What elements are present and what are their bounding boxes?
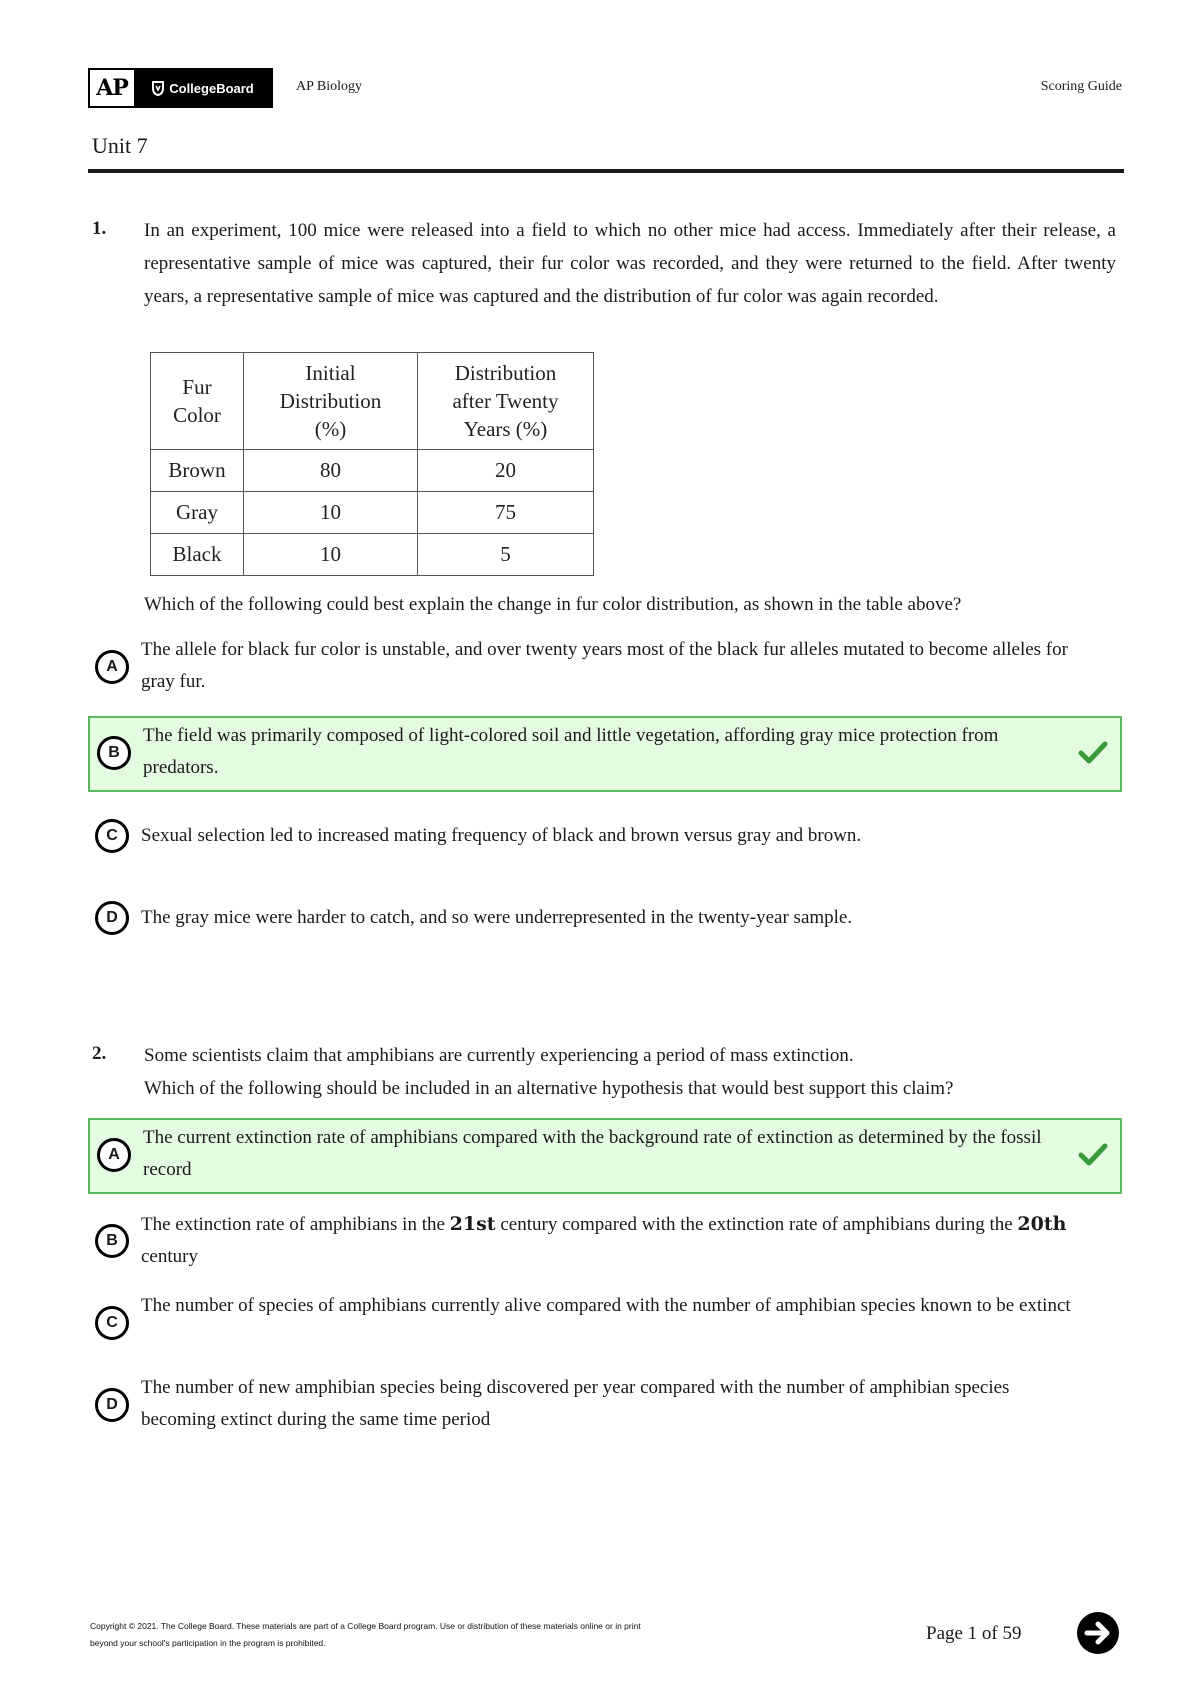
college-board-wordmark bbox=[134, 70, 271, 106]
choice-letter-badge: A bbox=[97, 1138, 131, 1172]
q2-choice-b[interactable] bbox=[88, 1204, 1122, 1276]
table-cell: 80 bbox=[244, 450, 418, 492]
table-header-row bbox=[151, 353, 594, 450]
ordinal-21st: 21st bbox=[449, 1213, 496, 1235]
copyright-notice: Copyright © 2021. The College Board. These materials are part of a College Board program. Use or distribution of these materials online or in print beyond your school's participation in the program is prohibited. bbox=[90, 1621, 641, 1648]
unit-title: Unit 7 bbox=[92, 133, 148, 158]
choice-text: The field was primarily composed of light-colored soil and little vegetation, affording gray mice protection from predators. bbox=[143, 725, 999, 778]
choice-letter-badge: B bbox=[95, 1224, 129, 1258]
q1-choice-d[interactable] bbox=[88, 898, 1122, 938]
table-cell: 20 bbox=[418, 450, 594, 492]
choice-letter-badge: D bbox=[95, 1388, 129, 1422]
question-2-number: 2. bbox=[92, 1043, 107, 1064]
question-2-stem-line2: Which of the following should be included in an alternative hypothesis that would best support this claim? bbox=[144, 1078, 954, 1099]
ordinal-20th: 20th bbox=[1017, 1213, 1067, 1235]
question-1-number: 1. bbox=[92, 218, 107, 239]
checkmark-icon bbox=[1076, 1138, 1110, 1172]
q1-choice-c[interactable] bbox=[88, 816, 1122, 856]
choice-text: The number of species of amphibians currently alive compared with the number of amphibian species known to be extinct bbox=[141, 1295, 1071, 1316]
choice-text: The number of new amphibian species being discovered per year compared with the number of amphibian species becoming extinct during the same time period bbox=[141, 1377, 1010, 1430]
table-cell: 10 bbox=[244, 492, 418, 534]
choice-text: The extinction rate of amphibians in the 21st century compared with the extinction rate of amphibians during the 20th century bbox=[141, 1213, 1067, 1267]
question-1-prompt: Which of the following could best explain the change in fur color distribution, as shown in the table above? bbox=[144, 594, 962, 615]
page-number: Page 1 of 59 bbox=[926, 1623, 1022, 1644]
table-cell: 75 bbox=[418, 492, 594, 534]
page-header bbox=[88, 68, 1122, 112]
choice-letter-badge: C bbox=[95, 1306, 129, 1340]
table-row bbox=[151, 534, 594, 576]
choice-letter-badge: C bbox=[95, 819, 129, 853]
acorn-icon bbox=[151, 80, 165, 96]
fur-color-table bbox=[150, 352, 594, 576]
table-header-cell: Initial Distribution (%) bbox=[244, 353, 418, 450]
header-divider bbox=[88, 169, 1124, 173]
q2-choice-a-correct[interactable] bbox=[88, 1118, 1122, 1194]
table-cell: 10 bbox=[244, 534, 418, 576]
choice-text: The allele for black fur color is unstable, and over twenty years most of the black fur alleles mutated to become alleles for gray fur. bbox=[141, 639, 1068, 692]
next-page-arrow-icon[interactable] bbox=[1076, 1611, 1120, 1655]
table-header-cell: Distribution after Twenty Years (%) bbox=[418, 353, 594, 450]
q2-choice-c[interactable] bbox=[88, 1286, 1122, 1358]
ap-logo-mark: AP bbox=[90, 70, 134, 106]
choice-letter-badge: D bbox=[95, 901, 129, 935]
table-cell: Black bbox=[151, 534, 244, 576]
choice-letter-badge: A bbox=[95, 650, 129, 684]
choice-text: The gray mice were harder to catch, and so were underrepresented in the twenty-year sample. bbox=[141, 907, 853, 928]
table-cell: Gray bbox=[151, 492, 244, 534]
table-row bbox=[151, 492, 594, 534]
q2-choice-d[interactable] bbox=[88, 1368, 1122, 1440]
college-board-text: CollegeBoard bbox=[169, 80, 254, 96]
table-row bbox=[151, 450, 594, 492]
q1-choice-a[interactable] bbox=[88, 630, 1122, 702]
table-header-cell: Fur Color bbox=[151, 353, 244, 450]
table-cell: 5 bbox=[418, 534, 594, 576]
question-2-stem-line1: Some scientists claim that amphibians are currently experiencing a period of mass extinction. bbox=[144, 1045, 854, 1066]
document-type: Scoring Guide bbox=[1040, 79, 1122, 94]
choice-text: The current extinction rate of amphibians compared with the background rate of extinction as determined by the fossil record bbox=[143, 1127, 1042, 1180]
table-cell: Brown bbox=[151, 450, 244, 492]
q1-choice-b-correct[interactable] bbox=[88, 716, 1122, 792]
course-name: AP Biology bbox=[296, 79, 362, 94]
checkmark-icon bbox=[1076, 736, 1110, 770]
choice-text: Sexual selection led to increased mating frequency of black and brown versus gray and brown. bbox=[141, 825, 862, 846]
ap-college-board-logo bbox=[88, 68, 273, 108]
question-1-stem: In an experiment, 100 mice were released into a field to which no other mice had access. Immediately after their release, a representative sample of mice was captured, their fur color was recorded, and they were returned to the field. After twenty years, a representative sample of mice was captured and the distribution of fur color was again recorded. bbox=[144, 220, 1116, 307]
choice-letter-badge: B bbox=[97, 736, 131, 770]
